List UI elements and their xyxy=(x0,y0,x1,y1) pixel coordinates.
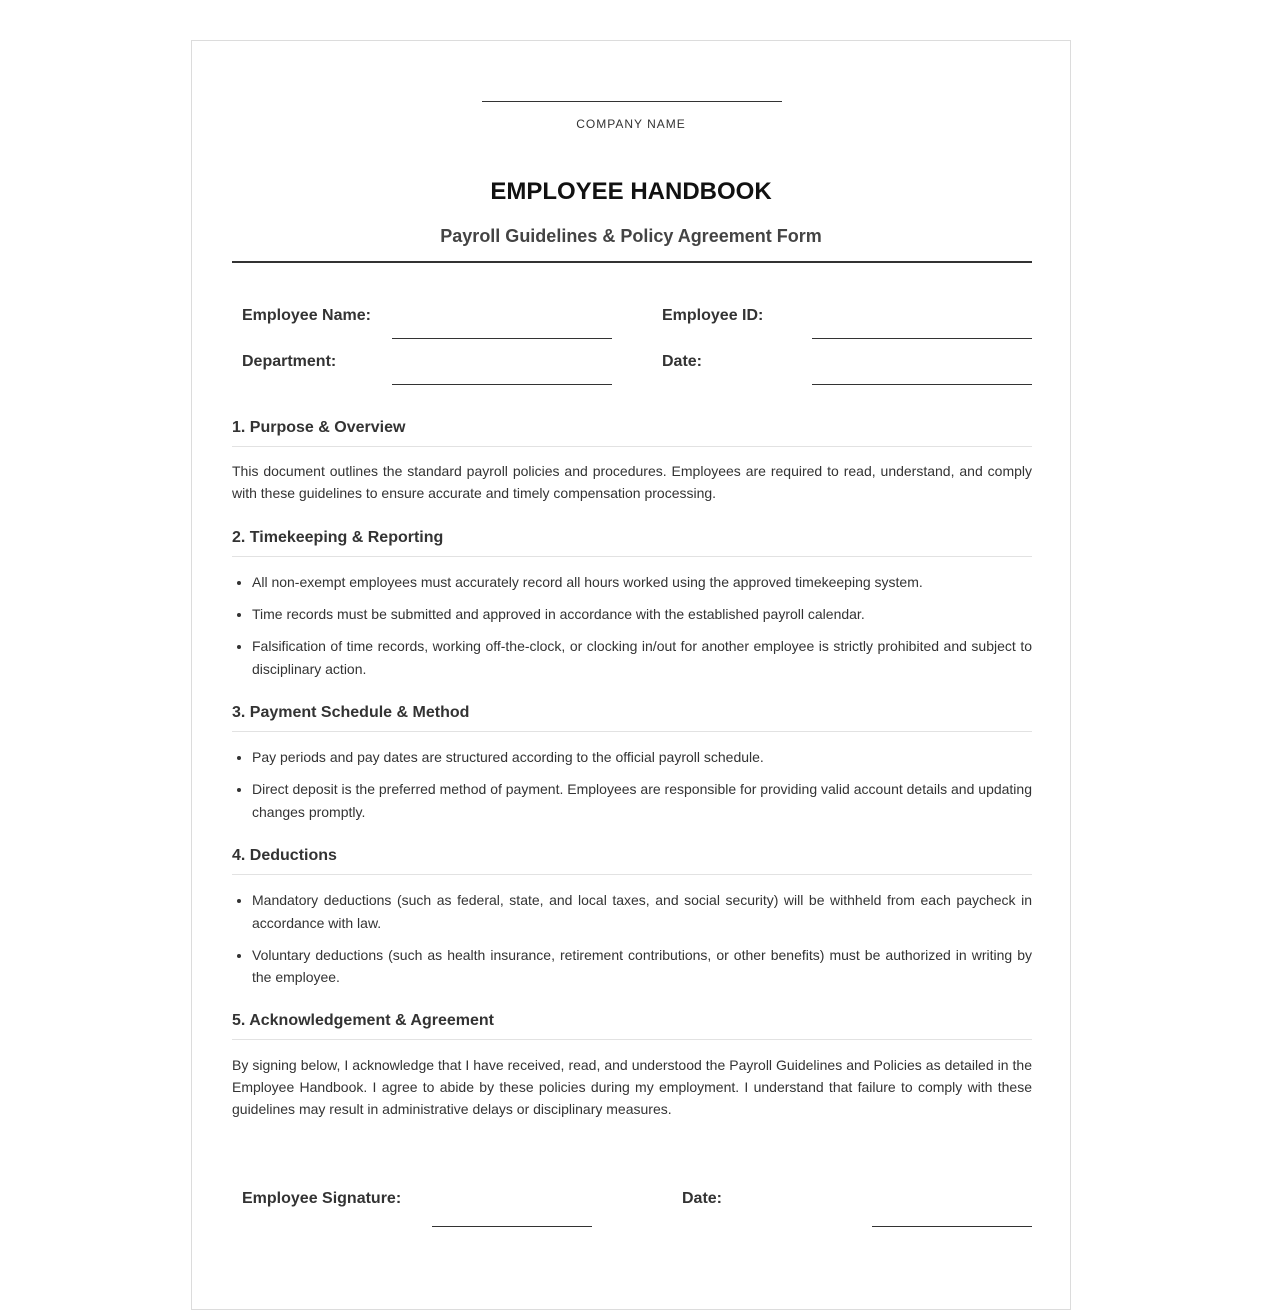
list-item: • All non-exempt employees must accurately record all hours worked using the approved timekeeping system. xyxy=(252,571,1032,594)
list-item: • Pay periods and pay dates are structured according to the official payroll schedule. xyxy=(252,746,1032,769)
section-paragraph-purpose: This document outlines the standard payroll policies and procedures. Employees are required to read, understand, and comply with these guidelines to ensure accurate and timely compensation processing. xyxy=(232,463,1032,501)
section-heading-payment: 3. Payment Schedule & Method xyxy=(232,704,1032,732)
section-heading-deductions: 4. Deductions xyxy=(232,847,1032,875)
company-name: COMPANY NAME xyxy=(576,117,686,131)
employee-name-field[interactable] xyxy=(392,338,612,339)
signature-label: Employee Signature: xyxy=(242,1190,402,1207)
list-item: • Direct deposit is the preferred method of payment. Employees are responsible for providing valid account details and updating changes promptly. xyxy=(252,778,1032,823)
document-page xyxy=(191,40,1071,1310)
employee-id-label: Employee ID: xyxy=(662,307,764,324)
document-subtitle: Payroll Guidelines & Policy Agreement Form xyxy=(440,226,822,246)
department-field[interactable] xyxy=(392,384,612,385)
company-name-line xyxy=(482,101,782,102)
document-title: EMPLOYEE HANDBOOK xyxy=(490,178,772,205)
signature-field[interactable] xyxy=(432,1226,592,1227)
list-item: • Mandatory deductions (such as federal, state, and local taxes, and social security) will be withheld from each paycheck in accordance with law. xyxy=(252,889,1032,934)
signature-date-field[interactable] xyxy=(872,1226,1032,1227)
section-heading-timekeeping: 2. Timekeeping & Reporting xyxy=(232,529,1032,557)
section-heading-acknowledgement: 5. Acknowledgement & Agreement xyxy=(232,1012,1032,1040)
timekeeping-list xyxy=(232,571,1032,690)
date-field[interactable] xyxy=(812,384,1032,385)
list-item: • Time records must be submitted and approved in accordance with the established payroll calendar. xyxy=(252,603,1032,626)
deductions-list xyxy=(232,889,1032,998)
list-item: • Voluntary deductions (such as health insurance, retirement contributions, or other benefits) must be authorized in writing by the employee. xyxy=(252,944,1032,989)
section-paragraph-acknowledgement: By signing below, I acknowledge that I have received, read, and understood the Payroll Guidelines and Policies as detailed in the Employee Handbook. I agree to abide by these policies during my employment. I understand that failure to comply with these guidelines may result in administrative delays or disciplinary measures. xyxy=(232,1057,1032,1117)
title-divider xyxy=(232,261,1032,263)
employee-name-label: Employee Name: xyxy=(242,307,371,324)
employee-id-field[interactable] xyxy=(812,338,1032,339)
section-heading-purpose: 1. Purpose & Overview xyxy=(232,419,1032,447)
signature-date-label: Date: xyxy=(682,1190,723,1207)
date-label: Date: xyxy=(662,353,703,370)
department-label: Department: xyxy=(242,353,337,370)
list-item: • Falsification of time records, working off-the-clock, or clocking in/out for another employee is strictly prohibited and subject to disciplinary action. xyxy=(252,635,1032,680)
payment-list xyxy=(232,746,1032,833)
